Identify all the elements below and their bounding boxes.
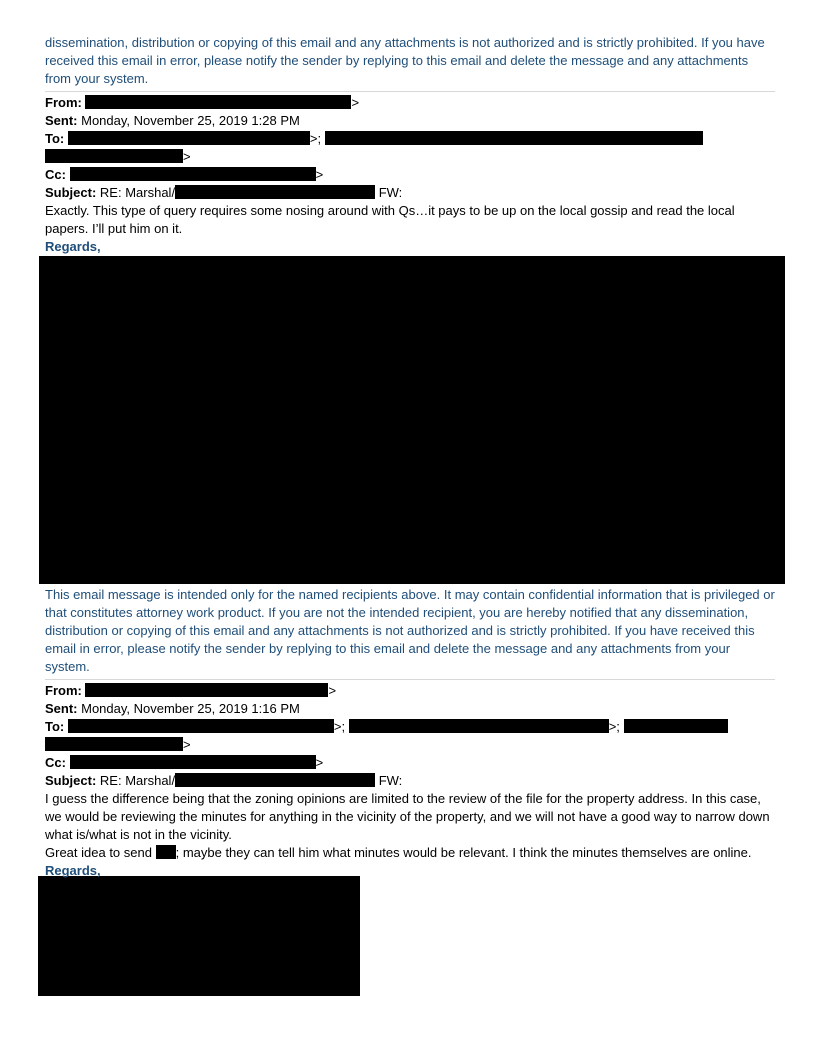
sent-value: Monday, November 25, 2019 1:16 PM	[81, 701, 300, 716]
redaction	[85, 683, 328, 697]
redaction	[45, 737, 183, 751]
cc-label: Cc:	[45, 755, 66, 770]
subject-line	[45, 772, 775, 790]
email-body-p2	[45, 844, 775, 862]
redaction	[156, 845, 176, 859]
punct: >	[351, 95, 360, 110]
redacted-signature-block	[38, 876, 360, 996]
body-p2-start: Great idea to send	[45, 845, 152, 860]
subject-suffix: FW:	[378, 185, 403, 200]
from-label: From:	[45, 683, 82, 698]
separator	[45, 679, 775, 680]
sent-line	[45, 700, 775, 718]
disclaimer: This email message is intended only for the named recipients above. It may contain confidential information that is privileged or that constitutes attorney work product. If you are not the intended recipient, you are hereby notified that any dissemination, distribution or copying of this email and any attachments is not authorized and is strictly prohibited. If you have received this email in error, please notify the sender by replying to this email and delete the message and any attachments from your system.	[45, 587, 775, 674]
punct: >	[315, 167, 324, 182]
subject-label: Subject:	[45, 773, 97, 788]
subject-prefix: RE: Marshal/	[99, 773, 176, 788]
subject-label: Subject:	[45, 185, 97, 200]
body-p2-end: ; maybe they can tell him what minutes would be relevant. I think the minutes themselves are online.	[175, 845, 752, 860]
redaction	[175, 185, 375, 199]
redaction	[624, 719, 728, 733]
punct: >;	[608, 719, 620, 734]
regards: Regards,	[45, 239, 101, 254]
punct: >;	[333, 719, 346, 734]
subject-line	[45, 184, 775, 202]
redaction	[325, 131, 703, 145]
regards: Regards,	[45, 863, 101, 878]
cc-line	[45, 166, 775, 184]
disclaimer-tail: dissemination, distribution or copying of this email and any attachments is not authorized and is strictly prohibited. If you have received this email in error, please notify the sender by replying to this email and delete the message and any attachments from your system.	[45, 35, 765, 86]
punct: >	[315, 755, 324, 770]
punct: >	[328, 683, 337, 698]
redaction	[68, 131, 310, 145]
from-line	[45, 94, 775, 112]
redaction	[68, 719, 334, 733]
redaction	[85, 95, 351, 109]
redaction	[70, 167, 316, 181]
sent-line	[45, 112, 775, 130]
punct: >	[183, 737, 191, 752]
redaction	[349, 719, 609, 733]
redaction	[45, 149, 183, 163]
from-label: From:	[45, 95, 82, 110]
to-line	[45, 130, 775, 148]
sent-label: Sent:	[45, 701, 78, 716]
subject-prefix: RE: Marshal/	[99, 185, 176, 200]
cc-line	[45, 754, 775, 772]
redaction	[70, 755, 316, 769]
from-line	[45, 682, 775, 700]
to-line-cont	[45, 148, 775, 166]
separator	[45, 91, 775, 92]
sent-label: Sent:	[45, 113, 78, 128]
email-thread	[45, 34, 775, 996]
punct: >;	[309, 131, 322, 146]
to-line-cont	[45, 736, 775, 754]
redacted-signature-block	[39, 256, 785, 584]
to-label: To:	[45, 131, 65, 146]
subject-suffix: FW:	[378, 773, 403, 788]
email-body-p1: I guess the difference being that the zoning opinions are limited to the review of the file for the property address. In this case, we would be reviewing the minutes for anything in the vicinity of the property, and we will not have a good way to narrow down what is/what is not in the vicinity.	[45, 791, 770, 842]
cc-label: Cc:	[45, 167, 66, 182]
to-label: To:	[45, 719, 65, 734]
punct: >	[183, 149, 191, 164]
redaction	[175, 773, 375, 787]
to-line	[45, 718, 775, 736]
sent-value: Monday, November 25, 2019 1:28 PM	[81, 113, 300, 128]
email-body: Exactly. This type of query requires some nosing around with Qs…it pays to be up on the local gossip and read the local papers. I’ll put him on it.	[45, 203, 735, 236]
